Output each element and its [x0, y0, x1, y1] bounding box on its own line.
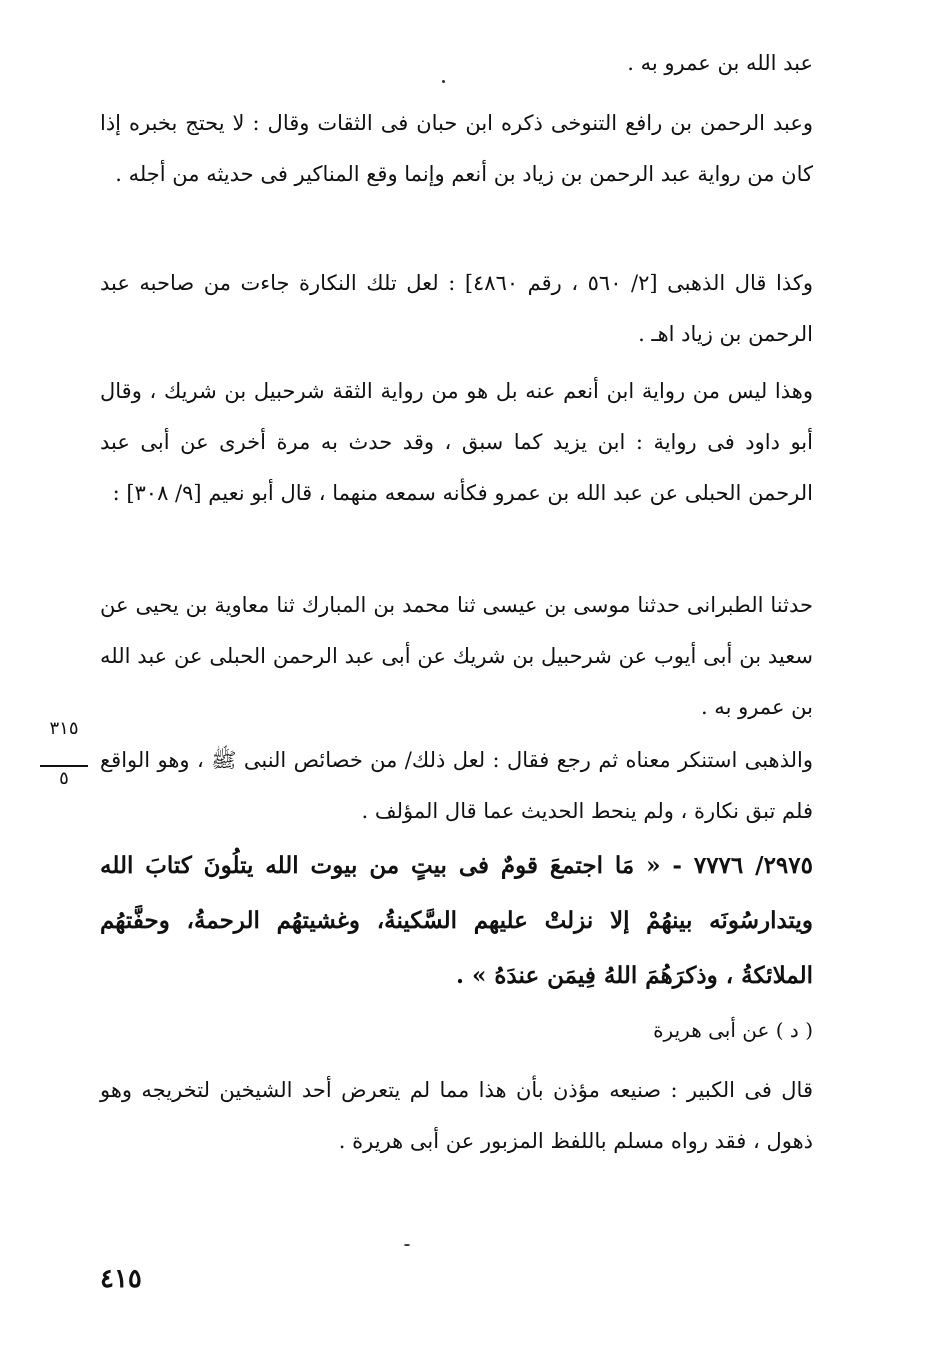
scan-speck [404, 1244, 410, 1246]
paragraph-dhahabi: وكذا قال الذهبى [٢/ ٥٦٠ ، رقم ٤٨٦٠] : لعل تلك النكارة جاءت من صاحبه عبد الرحمن بن زياد اهـ . [100, 271, 813, 346]
scan-speck [442, 80, 445, 83]
paragraph-abu-nuaym: وهذا ليس من رواية ابن أنعم عنه بل هو من رواية الثقة شرحبيل بن شريك ، وقال أبو داود فى رواية : ابن يزيد كما سبق ، وقد حدث به مرة أخرى عن أبى عبد الرحمن الحبلى عن عبد الله بن عمرو فكأنه سمعه منهما ، قال أبو نعيم [٩/ ٣٠٨] : [100, 379, 813, 505]
margin-part-number: ٥ [59, 768, 69, 789]
page-number: ٤١٥ [100, 1264, 142, 1294]
paragraph-tanukhi: وعبد الرحمن بن رافع التنوخى ذكره ابن حبان فى الثقات وقال : لا يحتج بخبره إذا كان من رواية عبد الرحمن بن زياد بن أنعم وإنما وقع المناكير فى حديثه من أجله . [100, 111, 813, 186]
margin-volume-number: ٣١٥ [49, 718, 79, 739]
paragraph-dhahabi-note: والذهبى استنكر معناه ثم رجع فقال : لعل ذلك/ من خصائص النبى ﷺ ، وهو الواقع فلم تبق نكارة ، ولم ينحط الحديث عما قال المؤلف . [100, 748, 813, 823]
paragraph-isnad: حدثنا الطبرانى حدثنا موسى بن عيسى ثنا محمد بن المبارك ثنا معاوية بن يحيى عن سعيد بن أبى أيوب عن شرحبيل بن شريك عن أبى عبد الرحمن الحبلى عن عبد الله بن عمرو به . [100, 593, 813, 719]
hadith-source: ( د ) عن أبى هريرة [653, 1018, 813, 1042]
hadith-text: ٢٩٧٥/ ٧٧٧٦ - « مَا اجتمعَ قومٌ فى بيتٍ من بيوت الله يتلُونَ كتابَ الله ويتدارسُونَه بينهُمْ إلا نزلتْ عليهم السَّكينةُ، وغشيتهُم الرحمةُ، وحفَّتهُم الملائكةُ ، وذكرَهُمَ اللهُ فِيمَن عندَهُ » . [100, 852, 813, 989]
margin-divider [40, 765, 88, 767]
paragraph-kabir: قال فى الكبير : صنيعه مؤذن بأن هذا مما لم يتعرض أحد الشيخين لتخريجه وهو ذهول ، فقد رواه مسلم باللفظ المزبور عن أبى هريرة . [100, 1078, 813, 1153]
line-continuation: عبد الله بن عمرو به . [627, 51, 813, 75]
